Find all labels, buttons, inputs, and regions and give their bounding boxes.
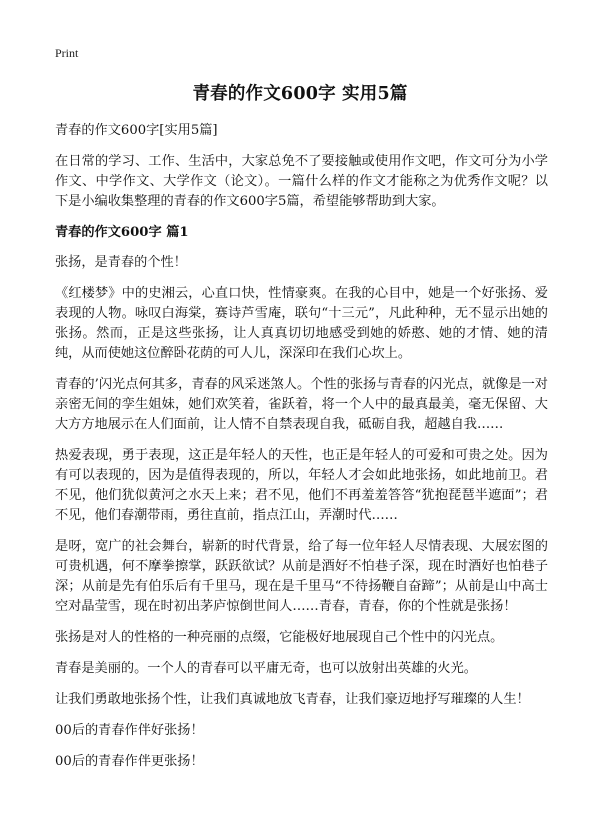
section-heading: 青春的作文600字 篇1	[55, 225, 189, 240]
paragraph-4: 热爱表现，勇于表现，这正是年轻人的天性，也正是年轻人的可爱和可贵之处。因为有可以表现的，因为是值得表现的，所以，年轻人才会如此地张扬，如此地前卫。君不见，他们犹似黄河之水天上来；君不见，他们不再羞羞答答“犹抱琵琶半遮面”；君不见，他们春潮带雨，勇往直前，指点江山，弄潮时代……	[55, 448, 548, 523]
document-subtitle: 青春的作文600字[实用5篇]	[55, 123, 218, 138]
intro-paragraph: 在日常的学习、工作、生活中，大家总免不了要接触或使用作文吧，作文可分为小学作文、中学作文、大学作文（论文）。一篇什么样的作文才能称之为优秀作文呢？以下是小编收集整理的青春的作文600字5篇，希望能够帮助到大家。	[55, 154, 548, 209]
paragraph-1: 张扬，是青春的个性！	[55, 255, 187, 270]
paragraph-6: 张扬是对人的性格的一种亮丽的点缀，它能极好地展现自己个性中的闪光点。	[55, 630, 504, 645]
paragraph-5: 是呀，宽广的社会舞台，崭新的时代背景，给了每一位年轻人尽情表现、大展宏图的可贵机遇，何不摩拳擦掌，跃跃欲试？从前是酒好不怕巷子深，现在时酒好也怕巷子深；从前是先有伯乐后有千里马，现在是千里马“不待扬鞭自奋蹄”；从前是山中高士空对晶莹雪，现在时初出茅庐惊倒世间人……青春，青春，你的个性就是张扬！	[55, 539, 548, 614]
paragraph-8: 让我们勇敢地张扬个性，让我们真诚地放飞青春，让我们豪迈地抒写璀璨的人生！	[55, 692, 530, 707]
paragraph-2: 《红楼梦》中的史湘云，心直口快，性情豪爽。在我的心目中，她是一个好张扬、爱表现的人物。咏叹白海棠，赛诗芦雪庵，联句“十三元”，凡此种种，无不显示出她的张扬。然而，正是这些张扬，让人真真切切地感受到她的娇憨、她的才情、她的清纯，从而使她这位醉卧花荫的可人儿，深深印在我们心坎上。	[55, 286, 548, 361]
paragraph-3: 青春的’闪光点何其多，青春的风采迷煞人。个性的张扬与青春的闪光点，就像是一对亲密无间的孪生姐妹，她们欢笑着，雀跃着，将一个人中的最真最美，毫无保留、大大方方地展示在人们面前，让人情不自禁表现自我，砥砺自我，超越自我……	[55, 377, 548, 432]
paragraph-7: 青春是美丽的。一个人的青春可以平庸无奇，也可以放射出英雄的火光。	[55, 661, 477, 676]
document-body	[55, 121, 548, 782]
paragraph-9: 00后的青春作伴好张扬！	[55, 723, 204, 738]
paragraph-10: 00后的青春作伴更张扬！	[55, 754, 204, 769]
print-link[interactable]: Print	[55, 46, 79, 60]
page-title: 青春的作文600字 实用5篇	[192, 84, 408, 104]
